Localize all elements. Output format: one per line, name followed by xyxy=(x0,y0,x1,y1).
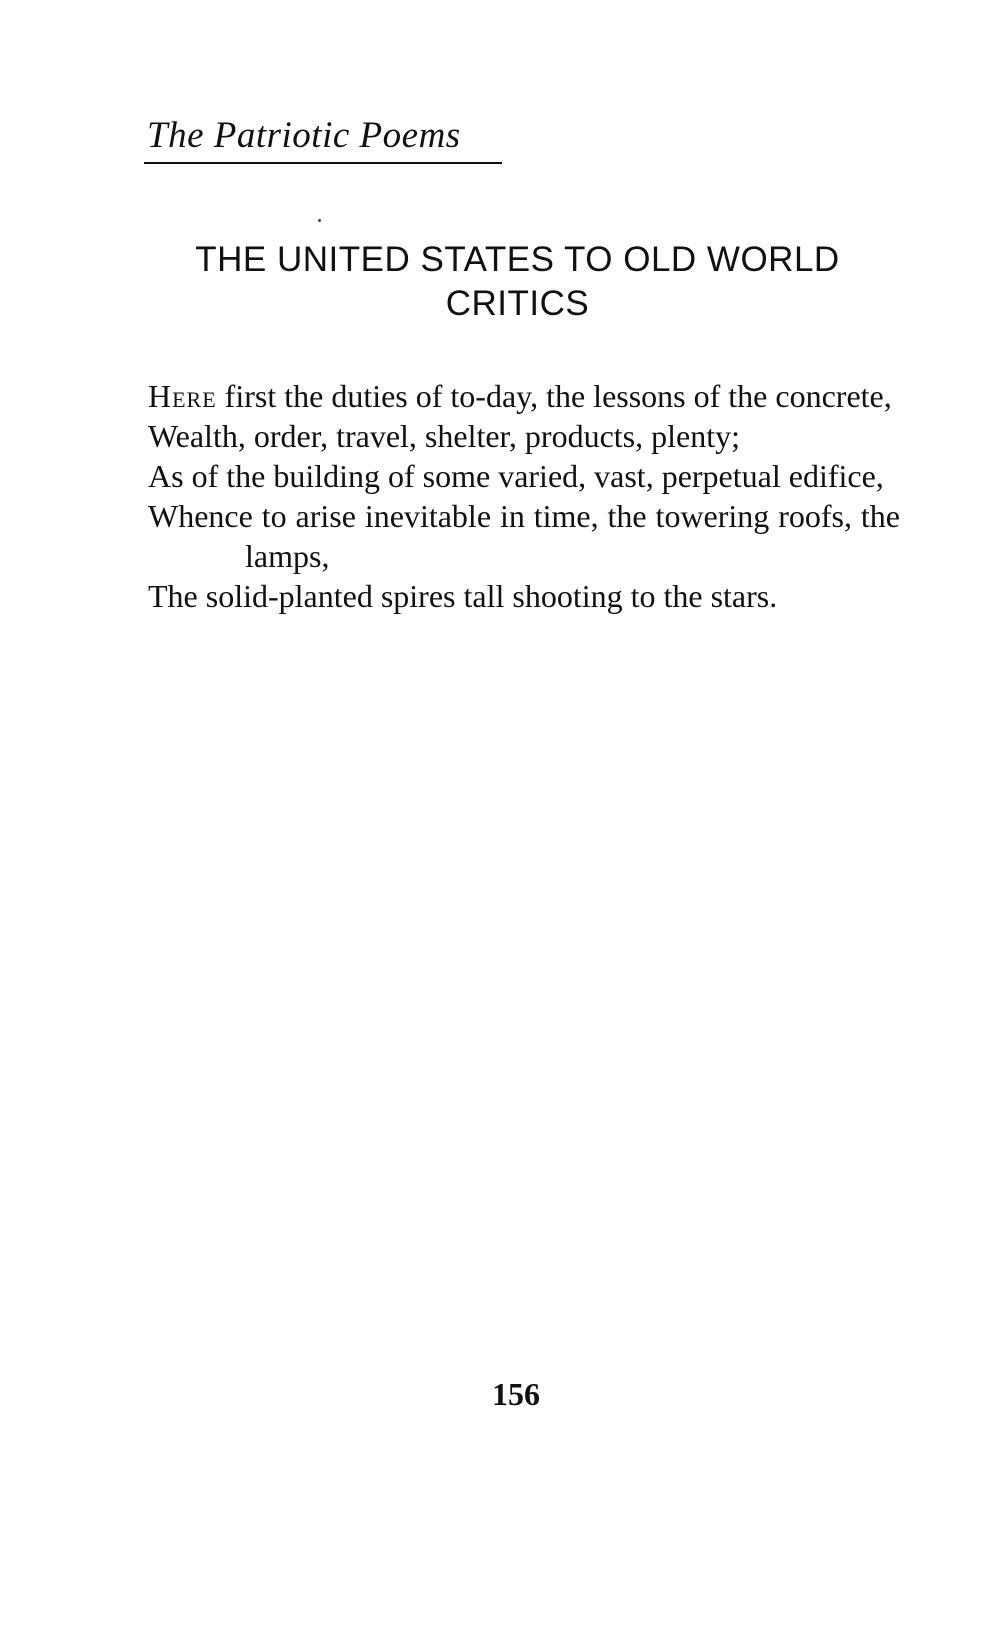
verse-line xyxy=(148,376,900,416)
running-head: The Patriotic Poems xyxy=(147,115,461,156)
poem-stanza xyxy=(148,376,900,616)
verse-line xyxy=(148,576,900,616)
print-speck xyxy=(318,219,321,222)
verse-first-word: Here xyxy=(148,378,217,414)
verse-line xyxy=(148,496,900,576)
poem-title xyxy=(150,238,885,326)
poem-title-line: CRITICS xyxy=(445,284,590,323)
verse-text: As of the building of some varied, vast, perpetual edifice, xyxy=(148,458,884,494)
verse-text: Whence to arise inevitable in time, the towering roofs, the lamps, xyxy=(148,498,900,574)
verse-text: first the duties of to-day, the lessons of the concrete, xyxy=(216,378,892,414)
running-head-rule xyxy=(144,162,502,164)
verse-text: Wealth, order, travel, shelter, products, plenty; xyxy=(148,418,740,454)
verse-text: The solid-planted spires tall shooting to the stars. xyxy=(148,578,778,614)
page-number: 156 xyxy=(492,1376,540,1412)
verse-line xyxy=(148,416,900,456)
poem-title-line: THE UNITED STATES TO OLD WORLD xyxy=(195,240,840,279)
verse-line xyxy=(148,456,900,496)
